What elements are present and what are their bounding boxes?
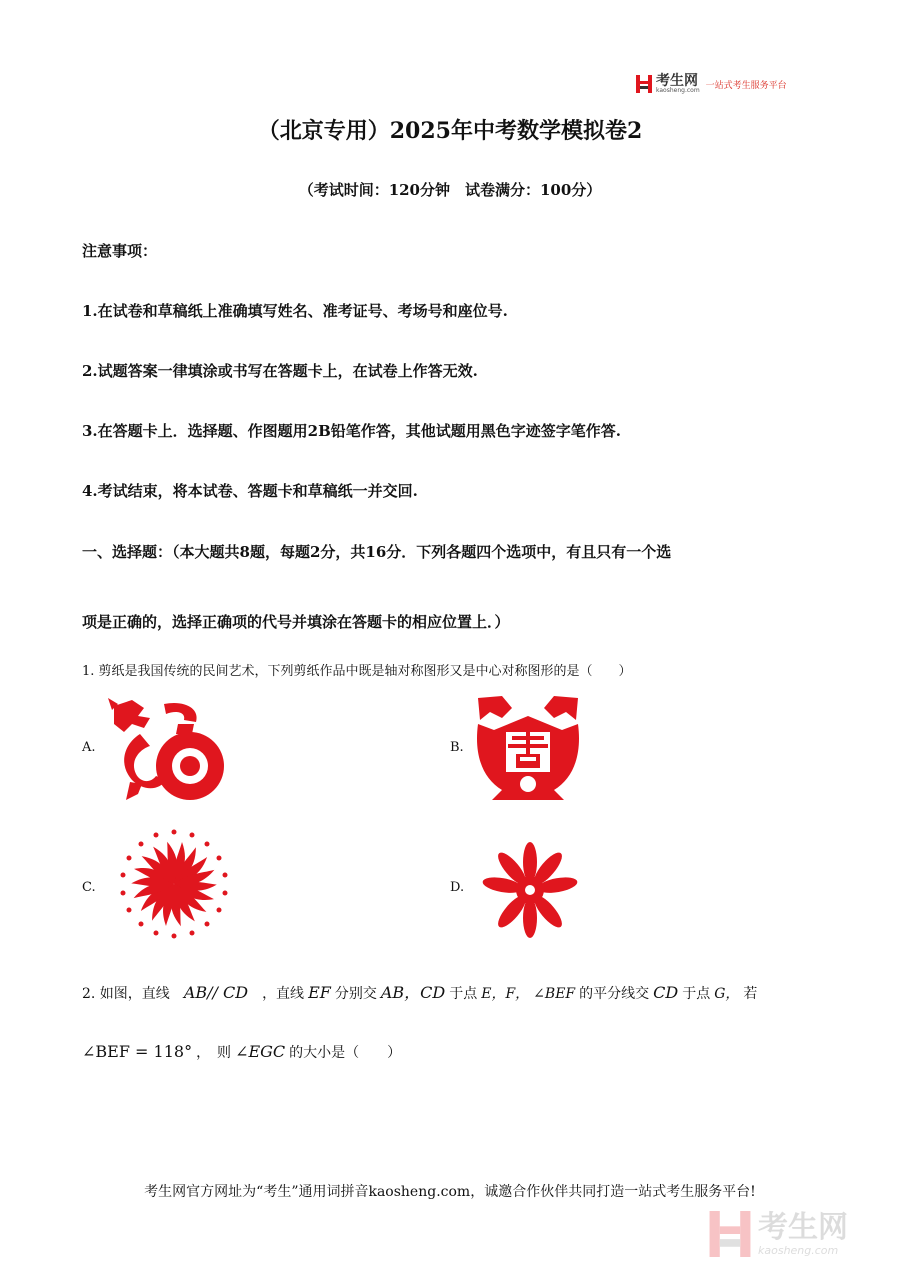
note-item: 1.在试卷和草稿纸上准确填写姓名、准考证号、考场号和座位号. [82, 302, 508, 320]
notes-heading: 注意事项： [82, 242, 158, 260]
q2-text: 2. 如图，直线 [82, 986, 170, 1002]
q2-math: ∠EGC [235, 1042, 286, 1061]
logo-slogan: 一站式考生服务平台 [705, 80, 787, 91]
q2-math: EF [308, 983, 331, 1002]
question-1: 1. 剪纸是我国传统的民间艺术，下列剪纸作品中既是轴对称图形又是中心对称图形的是（ ） [82, 664, 632, 679]
q2-text: 的大小是（ ） [289, 1045, 402, 1061]
swirl-papercut-image [114, 826, 234, 942]
question-2-line-2 [82, 1042, 401, 1062]
note-item: 3.在答题卡上．选择题、作图题用2B铅笔作答，其他试题用黑色字迹签字笔作答. [82, 422, 622, 440]
q2-math: CD [653, 983, 679, 1002]
q2-math: AB，CD [380, 983, 446, 1002]
q2-math: G， [714, 986, 740, 1002]
logo-icon [636, 75, 652, 93]
footer-text: 考生网官方网址为“考生”通用词拼音kaosheng.com，诚邀合作伙伴共同打造一站式考生服务平台! [144, 1184, 756, 1200]
flower-papercut-image [474, 840, 586, 940]
note-item: 2.试题答案一律填涂或书写在答题卡上，在试卷上作答无效. [82, 362, 478, 380]
q2-math: ∠BEF [533, 986, 576, 1002]
option-d-label: D. [450, 880, 465, 895]
q2-text: 若 [743, 986, 758, 1002]
note-item: 4.考试结束，将本试卷、答题卡和草稿纸一并交回. [82, 482, 418, 500]
q2-text: ， 则 [196, 1045, 232, 1061]
option-c-label: C. [82, 880, 96, 895]
option-b-label: B. [450, 740, 464, 755]
q2-text: 的平分线交 [579, 986, 650, 1002]
q2-text: 分别交 [334, 986, 377, 1002]
logo-name: 考生网 [656, 72, 698, 89]
question-2-line-1 [82, 980, 757, 1003]
header-logo [636, 72, 806, 96]
spring-papercut-image [472, 694, 584, 802]
section-heading: 一、选择题：（本大题共8题，每题2分，共16分．下列各题四个选项中，有且只有一个选 [82, 543, 672, 561]
q2-text: ，直线 [262, 986, 305, 1002]
q2-math: E，F， [481, 986, 530, 1002]
watermark-icon [708, 1211, 752, 1257]
dragon-papercut-image [104, 694, 228, 804]
section-heading-cont: 项是正确的，选择正确项的代号并填涂在答题卡的相应位置上．） [82, 613, 510, 631]
option-a-label: A. [82, 740, 96, 755]
q2-text: 于点 [682, 986, 711, 1002]
page-title: （北京专用）2025年中考数学模拟卷2 [257, 118, 643, 144]
logo-domain: kaosheng.com [656, 86, 700, 94]
q2-math: AB// CD [183, 983, 249, 1002]
exam-info: （考试时间：120分钟 试卷满分：100分） [298, 181, 602, 199]
watermark-domain: kaosheng.com [758, 1243, 839, 1257]
watermark-logo [708, 1209, 878, 1259]
watermark-name: 考生网 [758, 1209, 848, 1245]
q2-text: 于点 [449, 986, 478, 1002]
q2-math: ∠BEF = 118° [82, 1042, 193, 1061]
